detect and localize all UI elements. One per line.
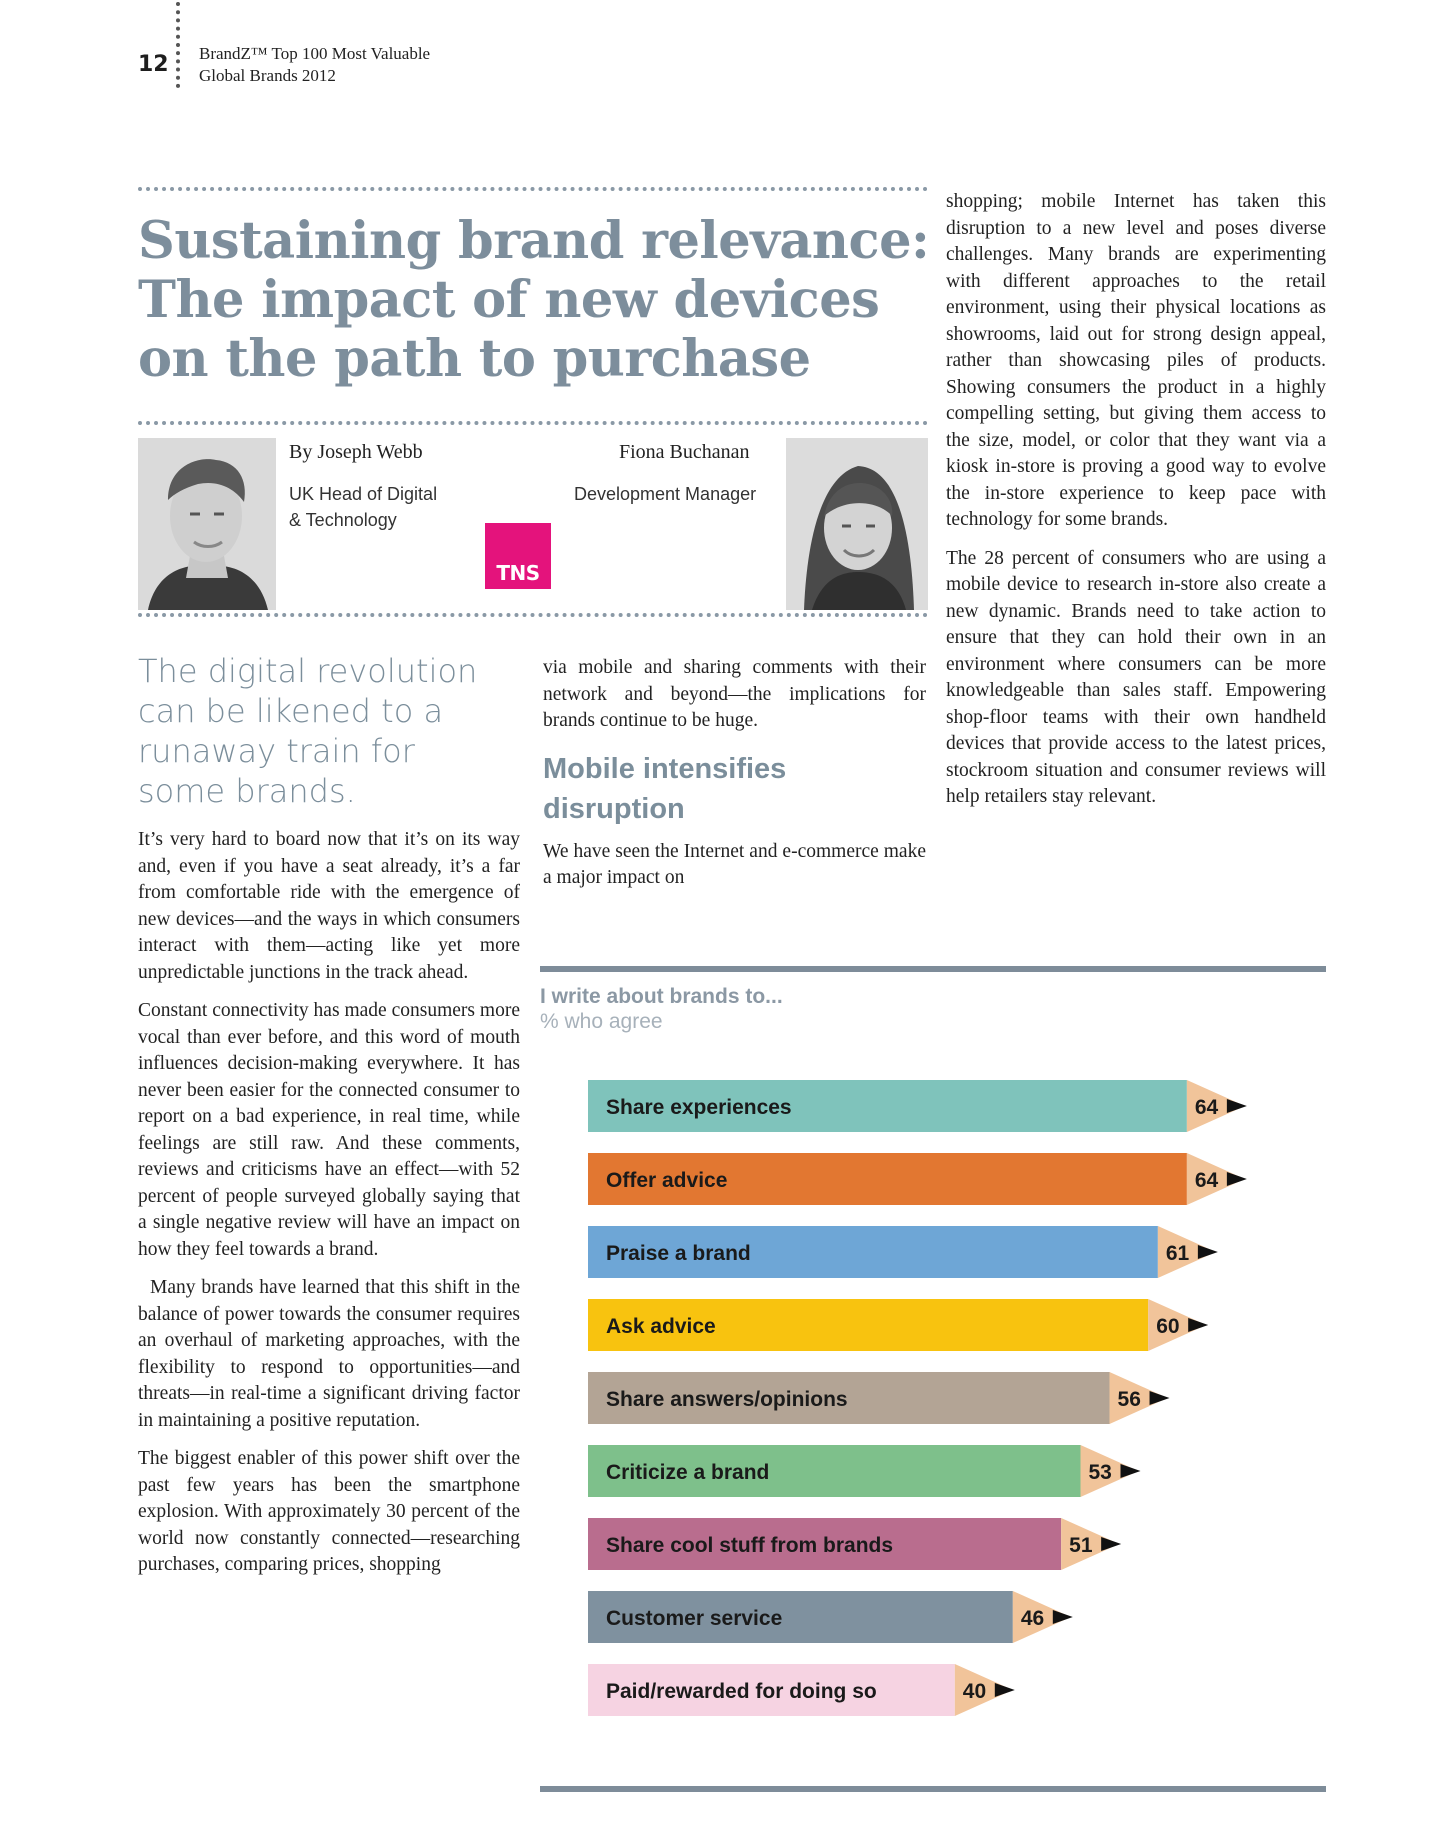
tns-logo-text: TNS — [496, 561, 540, 585]
author1-role — [289, 481, 479, 533]
headline-top-rule — [138, 187, 928, 191]
bar-chart — [540, 1080, 1330, 1740]
chart-category-label: Praise a brand — [606, 1242, 751, 1265]
chart-row — [588, 1664, 1015, 1716]
chart-value-label: 51 — [1069, 1534, 1093, 1557]
header-divider — [176, 2, 180, 88]
publication-title-line1: BrandZ™ Top 100 Most Valuable — [199, 44, 431, 63]
chart-category-label: Ask advice — [606, 1315, 716, 1338]
chart-category-label: Share answers/opinions — [606, 1388, 848, 1411]
publication-title — [199, 43, 430, 87]
col3-paragraph-2: The 28 percent of consumers who are using a mobile device to research in-store also create a new dynamic. Brands need to take action to ensure that they can hold their own in an environment where consumers can be more knowledgeable than sales staff. Empowering shop-floor teams with their own handheld devices that provide access to the latest prices, stockroom situation and consumer reviews will help retailers stay relevant. — [946, 547, 1326, 807]
headline-line1: Sustaining brand relevance: — [138, 211, 930, 271]
chart-category-label: Criticize a brand — [606, 1461, 770, 1484]
headline-bottom-rule — [138, 421, 928, 425]
col1-paragraph-2: Constant connectivity has made consumers more vocal than ever before, and this word of mouth influences decision-making everywhere. It has never been easier for the connected consumer to report on a bad experience, in real time, while feelings are still raw. And these comments, reviews and criticisms have an effect—with 52 percent of people surveyed globally saying that a single negative review will have an impact on how they feel towards a brand. — [138, 1000, 520, 1260]
col1-paragraph-3: Many brands have learned that this shift in the balance of power towards the consumer requires an overhaul of marketing approaches, with the flexibility to respond to opportunities—and threats—in real-time a significant driving factor in maintaining a positive reputation. — [138, 1277, 520, 1431]
chart-bar-point — [1227, 1099, 1247, 1113]
section-subhead: Mobile intensifies disruption — [543, 752, 787, 825]
col2-paragraph-1: via mobile and sharing comments with their network and beyond—the implications for brands continue to be huge. — [543, 657, 926, 731]
headline-line2: The impact of new devices — [138, 270, 880, 330]
headline-line3: on the path to purchase — [138, 329, 811, 389]
author1-role-line2: & Technology — [289, 510, 397, 530]
chart-bar-point — [1121, 1464, 1141, 1478]
chart-row — [588, 1591, 1073, 1643]
author1-name: By Joseph Webb — [289, 441, 423, 463]
headline — [138, 212, 928, 389]
chart-value-label: 40 — [962, 1680, 987, 1703]
chart-row — [588, 1299, 1208, 1351]
chart-value-label: 64 — [1194, 1096, 1219, 1119]
chart-value-label: 46 — [1020, 1607, 1045, 1630]
chart-category-label: Paid/rewarded for doing so — [606, 1680, 877, 1703]
publication-title-line2: Global Brands 2012 — [199, 66, 336, 85]
author2-photo — [786, 438, 928, 610]
chart-category-label: Share experiences — [606, 1096, 792, 1119]
pull-quote: The digital revolution can be likened to a runaway train for some brands. — [138, 652, 478, 810]
author2-name: Fiona Buchanan — [619, 441, 750, 463]
col1-paragraph-1: It’s very hard to board now that it’s on its way and, even if you have a seat already, it’s a far from comfortable ride with the emergence of new devices—and the ways in which consumers interact with them—acting like yet more unpredictable junctions in the track ahead. — [138, 829, 520, 983]
author2-role: Development Manager — [574, 484, 757, 504]
chart-category-label: Customer service — [606, 1607, 783, 1630]
chart-top-rule — [540, 966, 1326, 972]
chart-bar-point — [1053, 1610, 1073, 1624]
tns-logo — [485, 523, 551, 589]
chart-value-label: 61 — [1165, 1242, 1190, 1265]
column-2 — [543, 655, 926, 904]
authors-bottom-rule — [138, 613, 928, 617]
chart-row — [588, 1153, 1247, 1205]
author1-role-line1: UK Head of Digital — [289, 484, 438, 504]
chart-row — [588, 1445, 1141, 1497]
chart-bar-point — [1101, 1537, 1121, 1551]
chart-bar-point — [1188, 1318, 1208, 1332]
chart-bar-point — [1227, 1172, 1247, 1186]
col1-paragraph-4: The biggest enabler of this power shift over the past few years has been the smartphone explosion. With approximately 30 percent of the world now constantly connected—researching purchases, comparing prices, shopping — [138, 1448, 520, 1575]
chart-bottom-rule — [540, 1786, 1326, 1792]
author1-photo — [138, 438, 276, 610]
chart-value-label: 60 — [1156, 1315, 1180, 1338]
chart-value-label: 56 — [1117, 1388, 1141, 1411]
column-1 — [138, 827, 520, 1591]
chart-bar-point — [995, 1683, 1015, 1697]
chart-category-label: Offer advice — [606, 1169, 728, 1192]
column-3 — [946, 189, 1326, 823]
chart-bar-point — [1198, 1245, 1218, 1259]
chart-value-label: 53 — [1088, 1461, 1112, 1484]
chart-row — [588, 1080, 1247, 1132]
chart-row — [588, 1226, 1218, 1278]
chart-value-label: 64 — [1194, 1169, 1219, 1192]
page-number: 12 — [138, 52, 169, 77]
chart-row — [588, 1372, 1170, 1424]
chart-bar-point — [1150, 1391, 1170, 1405]
chart-category-label: Share cool stuff from brands — [606, 1534, 894, 1557]
chart-row — [588, 1518, 1121, 1570]
col2-paragraph-2: We have seen the Internet and e-commerce make a major impact on — [543, 840, 926, 888]
col3-paragraph-1: shopping; mobile Internet has taken this disruption to a new level and poses diverse challenges. Many brands are experimenting with different approaches to the retail environment, using their physical locations as showrooms, laid out for strong design appeal, rather than showcasing piles of products. Showing consumers the product in a highly compelling setting, but giving them access to the size, model, or color that they want via a kiosk in-store is proving a good way to evolve the in-store experience to keep pace with technology for some brands. — [946, 191, 1326, 530]
chart-title: I write about brands to... — [540, 985, 783, 1008]
chart-subtitle: % who agree — [540, 1010, 663, 1033]
